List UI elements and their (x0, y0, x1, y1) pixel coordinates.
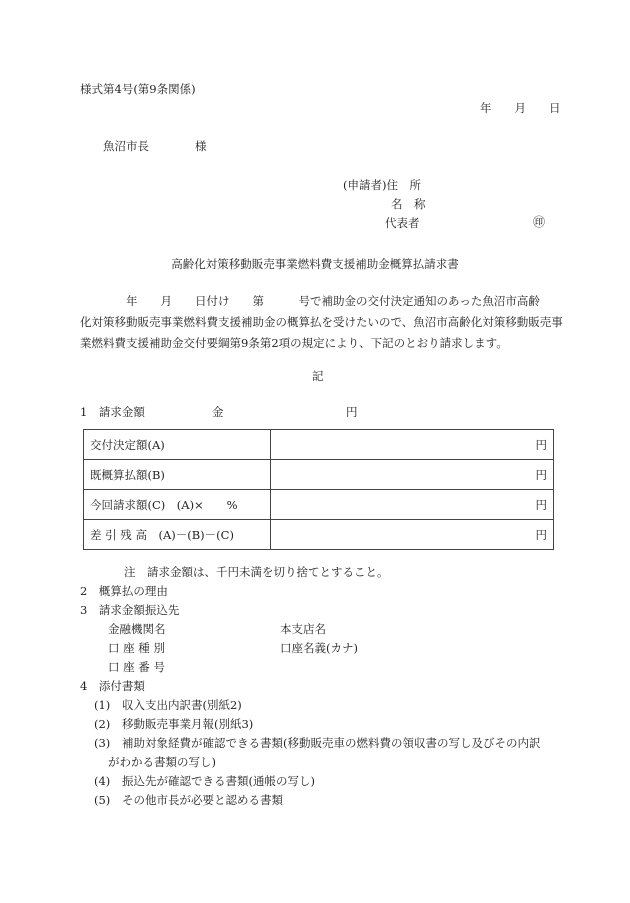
bank-name-label: 金融機関名 (108, 622, 166, 636)
attachment-number: (4) (94, 774, 111, 788)
table-row (84, 520, 554, 550)
branch-name-label: 本支店名 (280, 622, 326, 636)
section-1-label: 1 請求金額 (80, 405, 145, 419)
row-label-balance: 差 引 残 高 (A)－(B)－(C) (84, 520, 271, 550)
attachment-text: 補助対象経費が確認できる書類(移動販売車の燃料費の領収書の写し及びその内訳 (122, 736, 541, 750)
attachment-text: 振込先が確認できる書類(通帳の写し) (122, 774, 315, 788)
amount-table (83, 429, 554, 550)
applicant-representative-label: 代表者 (385, 216, 420, 230)
seal-mark: ㊞ (533, 215, 546, 229)
table-row (84, 430, 554, 460)
section-2-label: 2 概算払の理由 (80, 584, 168, 598)
section-1-en: 円 (346, 405, 358, 419)
table-row (84, 490, 554, 520)
row-value-granted: 円 (271, 430, 554, 460)
attachment-text-continued: がわかる書類の写し) (108, 755, 216, 769)
paragraph-line: 年 月 日付け 第 号で補助金の交付決定通知のあった魚沼市高齢 (80, 294, 540, 308)
request-paragraph (80, 291, 563, 354)
row-value-paid: 円 (271, 460, 554, 490)
row-label-current: 今回請求額(C) (A)× % (84, 490, 271, 520)
row-label-paid: 既概算払額(B) (84, 460, 271, 490)
applicant-name-label: 名 称 (391, 197, 426, 211)
account-type-label: 口 座 種 別 (108, 641, 165, 655)
attachment-number: (3) (94, 736, 111, 750)
attachment-text: 移動販売事業月報(別紙3) (122, 717, 254, 731)
date-line: 年 月 日 (480, 101, 561, 115)
row-label-granted: 交付決定額(A) (84, 430, 271, 460)
row-value-balance: 円 (271, 520, 554, 550)
addressee: 魚沼市長 様 (103, 139, 207, 153)
section-4-label: 4 添付書類 (80, 679, 145, 693)
table-row (84, 460, 554, 490)
amount-note: 注 請求金額は、千円未満を切り捨てとすること。 (124, 565, 389, 579)
paragraph-line: 化対策移動販売事業燃料費支援補助金の概算払を受けたいので、魚沼市高齢化対策移動販売事 (80, 315, 563, 329)
paragraph-line: 業燃料費支援補助金交付要綱第9条第2項の規定により、下記のとおり請求します。 (80, 336, 508, 350)
section-3-label: 3 請求金額振込先 (80, 603, 180, 617)
attachment-text: その他市長が必要と認める書類 (122, 793, 283, 807)
section-1-kin: 金 (212, 405, 224, 419)
ki-marker: 記 (312, 369, 324, 383)
account-number-label: 口 座 番 号 (108, 660, 165, 674)
account-holder-label: 口座名義(カナ) (280, 641, 358, 655)
applicant-address-label: (申請者)住 所 (343, 178, 421, 192)
attachment-text: 収入支出内訳書(別紙2) (122, 698, 242, 712)
document-title: 高齢化対策移動販売事業燃料費支援補助金概算払請求書 (171, 257, 459, 271)
row-value-current: 円 (271, 490, 554, 520)
form-number: 様式第4号(第9条関係) (80, 82, 196, 96)
attachment-number: (1) (94, 698, 111, 712)
attachment-number: (2) (94, 717, 111, 731)
attachment-number: (5) (94, 793, 111, 807)
